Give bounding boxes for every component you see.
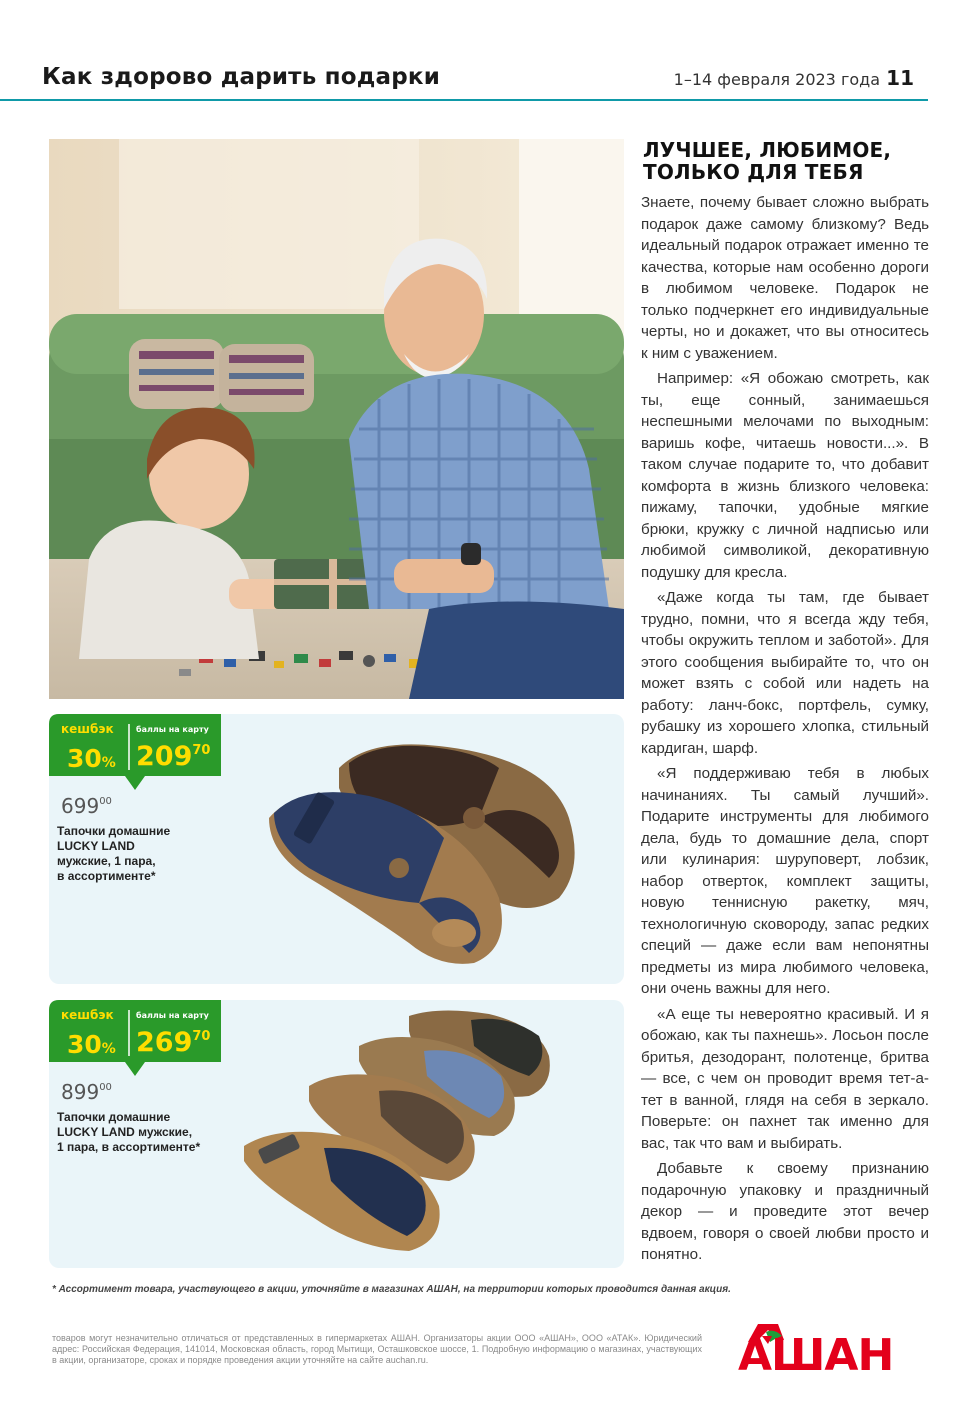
article-paragraph: «Даже когда ты там, где бывает трудно, помни, что я всегда жду тебя, чтобы окружить теплом и заботой». Для этого сообщения выбирайте то, что он может взять с собой или надеть на работу: ланч-бокс, портфель, сумку, рубашку из хорошего хлопка, стильный кардиган, шарф. xyxy=(641,589,929,757)
legal-text: товаров могут незначительно отличаться от представленных в гипермаркетах АШАН. Организаторы акции ООО «АШАН», ООО «АТАК». Юридический адрес: Российская Федерация, 141014, Московская область, город Мытищи, Осташковское шоссе, 1. Подробную информацию о магазинах, участвующих в акции, организаторе, сроках и порядке проведения акции уточняйте на сайте auchan.ru. xyxy=(52,1333,702,1365)
slippers-image xyxy=(249,728,589,973)
points-value: $269^{70}$ xyxy=(136,1027,211,1058)
product-description: Тапочки домашние LUCKY LAND мужские, 1 пара, в ассортименте* xyxy=(57,1110,201,1154)
logo-wordmark: АШАН xyxy=(738,1330,894,1381)
cashback-label: кешбэк xyxy=(61,722,114,736)
page-title: Как здорово дарить подарки xyxy=(42,64,441,90)
cashback-percent: 30% xyxy=(67,744,116,773)
cashback-badge xyxy=(49,714,221,790)
issue-date: 1–14 февраля 2023 года xyxy=(673,70,880,89)
article-paragraph: Например: «Я обожаю смотреть, как ты, еще сонный, занимаешься неспешными мелочами по выходным: варишь кофе, читаешь новости...». В таком случае подарите то, что добавит комфорта в жизнь близкого человека: пижаму, тапочки, удобные мягкие брюки, кружку с личной надписью или любимой символикой, декоративную подушку для кресла. xyxy=(641,370,929,581)
old-price: $699^{00}$ xyxy=(61,794,112,818)
article-paragraph: Добавьте к своему признанию подарочную упаковку и праздничный декор — и проведите этот вечер вдвоем, говоря о своей любви просто и понятно. xyxy=(641,1160,929,1263)
points-label: баллы на карту xyxy=(136,725,209,734)
article-paragraph: «А еще ты невероятно красивый. И я обожаю, как ты пахнешь». Лосьон после бритья, дезодорант, полотенце, бритва — все, с чем он проводит время тет-а-тет в ванной, глядя на себя в зеркало. Поверьте: он пахнет так именно для вас, так что вам и выбирать. xyxy=(641,1005,929,1152)
hero-photo xyxy=(49,139,624,699)
points-label: баллы на карту xyxy=(136,1011,209,1020)
product-description: Тапочки домашние LUCKY LAND мужские, 1 пара, в ассортименте* xyxy=(57,824,171,883)
article-heading: ЛУЧШЕЕ, ЛЮБИМОЕ, ТОЛЬКО ДЛЯ ТЕБЯ xyxy=(643,138,892,184)
footnote: * Ассортимент товара, участвующего в акции, уточняйте в магазинах АШАН, на территории которых проводится данная акция. xyxy=(52,1284,731,1295)
article-body xyxy=(641,192,929,1270)
article-paragraph: Знаете, почему бывает сложно выбрать подарок даже самому близкому? Ведь идеальный подарок отражает именно те качества, которые нам особенно дороги в любимом человеке. Подарок не только подчеркнет его индивидуальные черты, но и докажет, что вы относитесь к ним с уважением. xyxy=(641,194,929,362)
cashback-badge xyxy=(49,1000,221,1076)
old-price: $899^{00}$ xyxy=(61,1080,112,1104)
cashback-percent: 30% xyxy=(67,1030,116,1059)
header-divider xyxy=(0,99,928,101)
product-card xyxy=(49,1000,624,1268)
slippers-image xyxy=(239,1006,609,1261)
points-value: $209^{70}$ xyxy=(136,741,211,772)
product-card xyxy=(49,714,624,984)
auchan-logo xyxy=(738,1318,924,1382)
article-paragraph: «Я поддерживаю тебя в любых начинаниях. Ты самый лучший». Подарите инструменты для любимого дела, будь то домашние дела, спорт или кулинария: шуруповерт, лобзик, набор отверток, комплект защиты, новую теннисную ракетку, мяч, технологичную сковороду, запас редких специй — даже если вам непонятны предметы из мира любимого человека, они очень важны для него. xyxy=(641,765,929,997)
page-number: 11 xyxy=(886,66,914,90)
cashback-label: кешбэк xyxy=(61,1008,114,1022)
